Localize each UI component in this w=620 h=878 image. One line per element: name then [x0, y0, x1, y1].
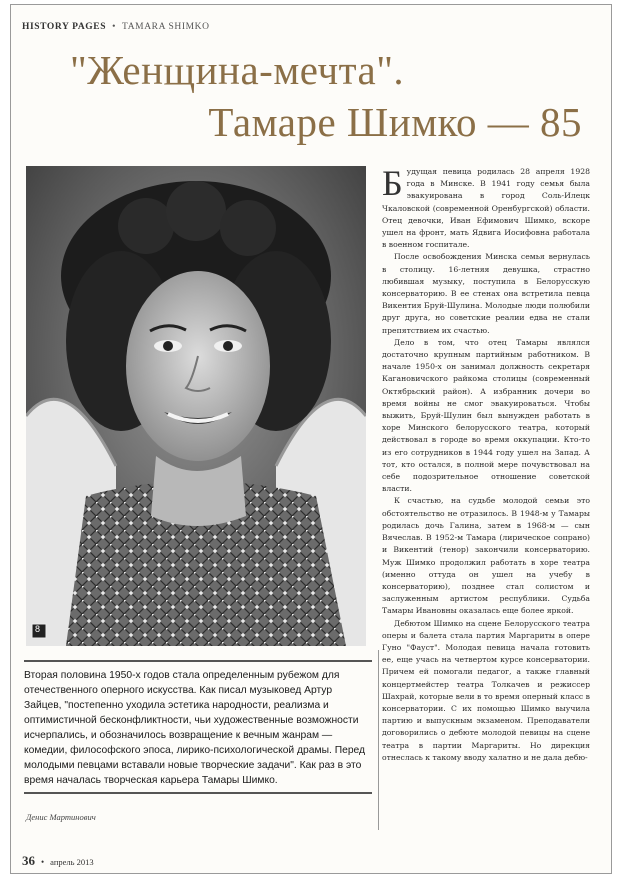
section-name: HISTORY PAGES	[22, 22, 107, 32]
portrait-illustration	[26, 166, 366, 646]
header-subject: TAMARA SHIMKO	[122, 22, 210, 32]
header-separator: •	[112, 22, 117, 32]
article-paragraph: К счастью, на судьбе молодой семьи это обстоятельство не отразилось. В 1948-м у Тамары родилась дочь Галина, затем в 1968-м — сын Вячеслав. В 1952-м Тамара (лирическое сопрано) и Викентий (тенор) закончили консерваторию. Муж Шимко продолжил работать в хоре театра (именно оттуда он ушел на учебу в консерваторию), позднее стал солистом и заслуженным артистом республики. Судьба Тамары Ивановны оказалась еще более яркой.	[382, 496, 590, 616]
author-credit: Денис Мартинович	[26, 812, 96, 822]
article-paragraph: Будущая певица родилась 28 апреля 1928 года в Минске. В 1941 году семья была эвакуирована в город Соль-Илецк Чкаловской (современной Оренбургской) области. Отец девочки, Иван Ефимович Шимко, вскоре ушел на фронт, мать Ядвига Иосифовна работала в военном госпитале.	[382, 163, 590, 250]
article-paragraph: После освобождения Минска семья вернулась в столицу. 16-летняя девушка, страстно любившая музыку, поступила в Белорусскую консерваторию. В ее стенах она встретила певца Викентия Бруй-Шулина. Молодые люди полюбили друг друга, но советские реалии едва не стали препятствием их счастью.	[382, 252, 590, 335]
page-number: 36	[22, 853, 35, 868]
title-line-2: Тамаре Шимко — 85	[208, 99, 582, 145]
portrait-photo	[26, 166, 366, 646]
article-body	[382, 163, 590, 764]
photo-caption	[24, 660, 372, 788]
article-paragraph: Дебютом Шимко на сцене Белорусского театра оперы и балета стала партия Маргариты в опере Гуно "Фауст". Молодая певица начала готовить ее, еще учась на четвертом курсе консерватории. Причем ей помогали педагог, а также главный концертмейстер театра Толкачев и режиссер Шахрай, которые вели в то время оперный класс в консерватории. С их помощью Шимко выучила партию и выпускным экзаменом. Преподаватели договорились о дебюте молодой певицы на сцене театра в партии Маргариты. Но дирекция отнеслась к такому вводу халатно и не дала дебю-	[382, 618, 590, 762]
caption-text: Вторая половина 1950-х годов стала определенным рубежом для отечественного оперного искусства. Как писал музыковед Артур Зайцев, "постепенно уходила эстетика народности, реализма и оптимистичной бесконфликтности, чьи художественные возможности исчерпались, и обозначилось возвращение к вечным жанрам — комедии, философского эпоса, лирико-психологической драмы. Перед молодыми певцами вставали новые творческие задачи". Как раз в это время началась творческая карьера Тамары Шимко.	[24, 670, 366, 786]
caption-divider	[24, 792, 372, 794]
running-header	[22, 22, 210, 32]
drop-cap: Б	[382, 163, 403, 203]
article-paragraph: Дело в том, что отец Тамары являлся достаточно крупным партийным работником. В начале 1950-х он занимал должность секретаря Кагановичского райкома столицы (современный Октябрьский район). А избранник дочери во время войны не смог эвакуироваться. Чтобы выжить, Бруй-Шулин был вынужден работать в хоре Минского белорусского театра, который действовал в городе во время оккупации. Кто-то из его сотрудников в 1944 году ушел на Запад. А тот, кто остался, в полной мере почувствовал на себе подозрительное отношение советской власти.	[382, 337, 590, 494]
title-line-1: "Женщина-мечта".	[70, 47, 405, 93]
page-footer	[22, 852, 94, 870]
footer-separator: •	[41, 857, 45, 867]
column-divider	[378, 650, 379, 830]
issue-date: апрель 2013	[50, 857, 94, 867]
photo-corner-mark: 8	[35, 624, 41, 634]
